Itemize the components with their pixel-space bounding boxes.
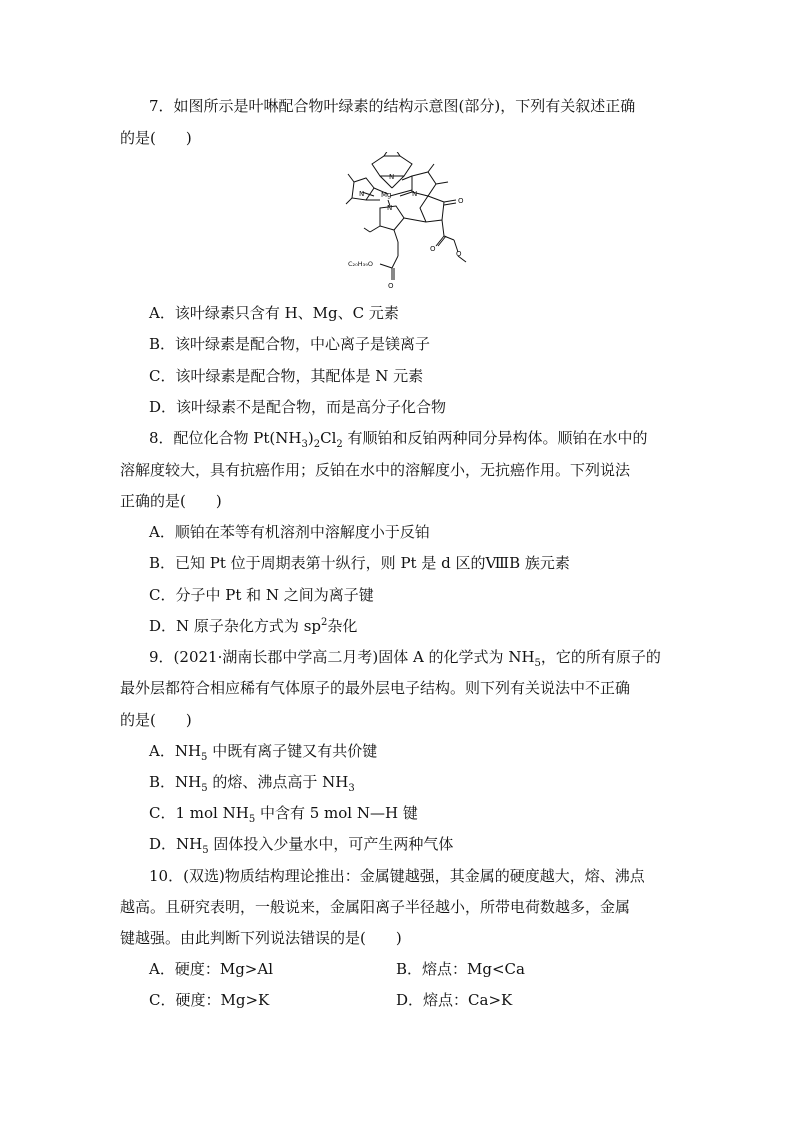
q7-option-d: D．该叶绿素不是配合物，而是高分子化合物 [149, 398, 447, 416]
q9-option-b: B．$NH_5$ 的熔、沸点高于 $NH_3$ [149, 773, 355, 794]
figure-n-left: N [359, 190, 365, 198]
figure-o-propionate: O [388, 282, 394, 290]
figure-o-ester-1: O [430, 245, 436, 253]
figure-ester-chain-label: C₂₀H₃₉O [348, 260, 373, 268]
figure-mg-label: Mg [381, 191, 392, 199]
q10-option-c: C．硬度：Mg>K [149, 991, 270, 1009]
q9-option-a: A．$NH_5$ 中既有离子键又有共价键 [149, 742, 378, 763]
q8-stem-line1: 8．配位化合物 $Pt(NH_3)_2Cl_2$ 有顺铂和反铂两种同分异构体。顺铂在水中的 [149, 429, 648, 450]
q7-option-b: B．该叶绿素是配合物，中心离子是镁离子 [149, 335, 431, 353]
q9-option-d: D．$NH_5$ 固体投入少量水中，可产生两种气体 [149, 835, 454, 856]
figure-o-ketone: O [458, 197, 464, 205]
q9-option-c: C．1 mol $NH_5$ 中含有 5 mol N—H 键 [149, 804, 418, 825]
figure-n-bottom: N [387, 204, 393, 212]
q8-option-c: C．分子中 Pt 和 N 之间为离子键 [149, 586, 374, 604]
q8-stem-line2: 溶解度较大，具有抗癌作用；反铂在水中的溶解度小，无抗癌作用。下列说法 [120, 461, 631, 479]
q10-stem-line2: 越高。且研究表明，一般说来，金属阳离子半径越小，所带电荷数越多，金属 [120, 898, 631, 916]
q8-option-b: B．已知 Pt 位于周期表第十纵行，则 Pt 是 d 区的ⅧB 族元素 [149, 554, 570, 572]
q10-stem-line3: 键越强。由此判断下列说法错误的是( ) [120, 929, 402, 947]
q8-option-a: A．顺铂在苯等有机溶剂中溶解度小于反铂 [149, 523, 430, 541]
q7-option-c: C．该叶绿素是配合物，其配体是 N 元素 [149, 367, 424, 385]
q10-option-b: B．熔点：Mg<Ca [396, 960, 525, 978]
figure-n-right: N [412, 190, 418, 198]
q8-stem-line3: 正确的是( ) [120, 492, 222, 510]
figure-n-top: N [389, 173, 395, 181]
q10-option-d: D．熔点：Ca>K [396, 991, 513, 1009]
chlorophyll-structure-figure [344, 152, 474, 300]
q7-stem-line1: 7．如图所示是叶啉配合物叶绿素的结构示意图(部分)，下列有关叙述正确 [149, 97, 636, 115]
q9-stem-line3: 的是( ) [120, 711, 192, 729]
q7-option-a: A．该叶绿素只含有 H、Mg、C 元素 [149, 304, 399, 322]
q9-stem-line2: 最外层都符合相应稀有气体原子的最外层电子结构。则下列有关说法中不正确 [120, 679, 631, 697]
q10-stem-line1: 10．(双选)物质结构理论推出：金属键越强，其金属的硬度越大，熔、沸点 [149, 867, 645, 885]
q9-stem-line1: 9．(2021·湖南长郡中学高二月考)固体 A 的化学式为 $NH_5$，它的所有原子的 [149, 648, 661, 669]
figure-o-ester-2: O [456, 250, 462, 258]
q7-stem-line2: 的是( ) [120, 129, 192, 147]
q8-option-d: D．N 原子杂化方式为 $sp^2$杂化 [149, 617, 358, 635]
q10-option-a: A．硬度：Mg>Al [149, 960, 273, 978]
